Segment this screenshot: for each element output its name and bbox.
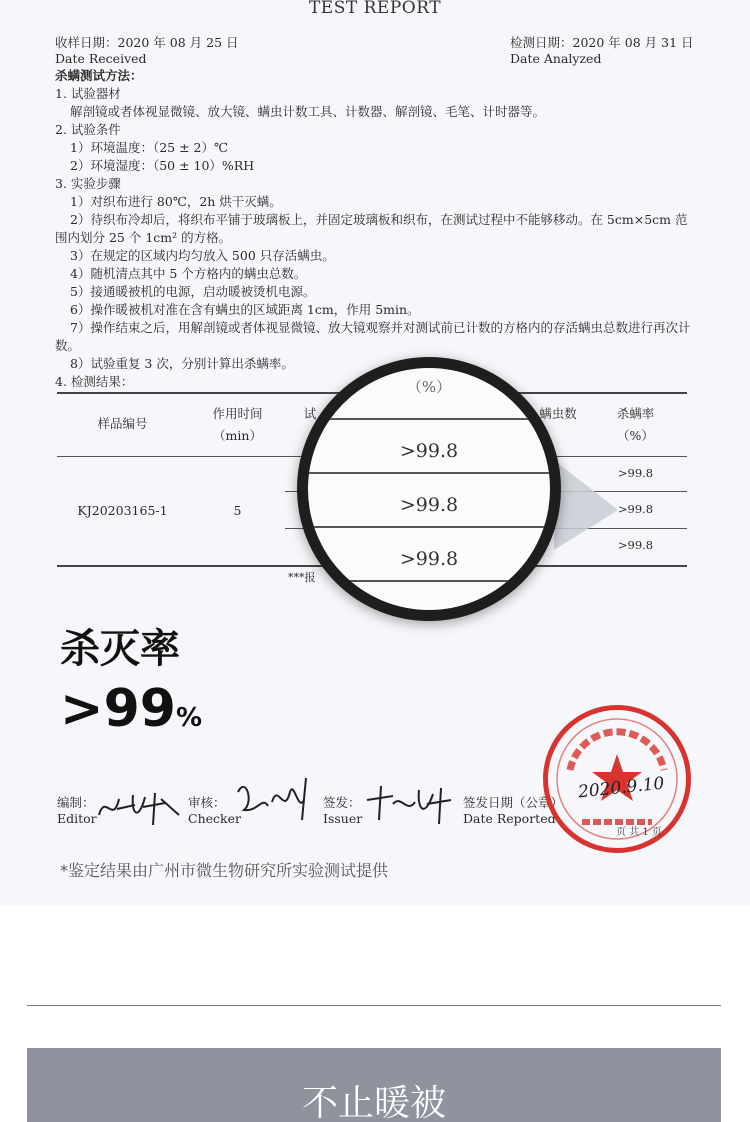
table-footnote: ***报 [288, 571, 316, 584]
lens-rule-3 [308, 526, 550, 528]
lens-value-2: >99.8 [399, 494, 459, 516]
step-6: 6）操作暖被机对准在含有螨虫的区域距离 1cm，作用 5min。 [70, 302, 420, 317]
col-header-rate: 杀螨率 [616, 406, 655, 421]
checker-label-cn: 审核： [188, 795, 226, 810]
col-header-time-unit: （min） [213, 428, 262, 443]
date-analyzed-en: Date Analyzed [510, 51, 602, 66]
kill-rate-value [60, 678, 202, 749]
issuer-label-en: Issuer [323, 811, 363, 826]
issuer-label-cn: 签发： [323, 795, 361, 810]
step-1: 1）对织布进行 80℃，2h 烘干灭螨。 [70, 194, 282, 209]
editor-label-cn: 编制： [57, 795, 95, 810]
checker-signature [232, 772, 322, 827]
lens-header: （%） [406, 378, 452, 396]
action-time: 5 [233, 503, 242, 518]
rate-row-2: >99.8 [617, 502, 654, 516]
rate-row-1: >99.8 [617, 466, 654, 480]
lens-rule-1 [308, 418, 550, 420]
step-3: 3）在规定的区域内均匀放入 500 只存活螨虫。 [70, 248, 335, 263]
col-header-mites: 螨虫数 [539, 406, 577, 421]
step-2: 2）待织布冷却后，将织布平铺于玻璃板上，并固定玻璃板和织布，在测试过程中不能够移动。在 5cm×5cm 范围内划分 25 个 1cm² 的方格。 [55, 212, 688, 245]
lens-value-1: >99.8 [399, 440, 459, 462]
handwritten-report-date: 2020.9.10 [577, 773, 666, 803]
kill-rate-unit: % [175, 703, 202, 733]
kill-rate-number: >99 [60, 679, 176, 739]
lens-value-3: >99.8 [399, 548, 459, 570]
step-7: 7）操作结束之后，用解剖镜或者体视显微镜、放大镜观察并对测试前已计数的方格内的存活螨虫总数进行再次计数。 [55, 320, 691, 353]
section-1-heading: 1. 试验器材 [55, 86, 121, 101]
section-3-heading: 3. 实验步骤 [55, 176, 121, 191]
col-header-time: 作用时间 [212, 406, 263, 421]
lens-rule-4 [308, 580, 550, 582]
col-header-test-partial: 试 [303, 406, 317, 421]
step-5: 5）接通暖被机的电源，启动暖被烫机电源。 [70, 284, 316, 299]
step-8: 8）试验重复 3 次，分别计算出杀螨率。 [70, 356, 294, 371]
date-received-cn: 收样日期：2020 年 08 月 25 日 [55, 35, 239, 50]
sample-id: KJ20203165-1 [77, 503, 168, 518]
disclaimer-text: *鉴定结果由广州市微生物研究所实验测试提供 [60, 861, 389, 880]
editor-label-en: Editor [57, 811, 97, 826]
date-analyzed-cn: 检测日期：2020 年 08 月 31 日 [510, 35, 694, 50]
section-2-temperature: 1）环境温度：（25 ± 2）℃ [70, 140, 228, 155]
date-reported-en: Date Reported [463, 811, 556, 826]
lens-rule-2 [308, 472, 550, 474]
report-title: TEST REPORT [308, 0, 442, 18]
date-reported-cn: 签发日期（公章） [463, 795, 564, 810]
date-received-en: Date Received [55, 51, 147, 66]
section-1-text: 解剖镜或者体视显微镜、放大镜、螨虫计数工具、计数器、解剖镜、毛笔、计时器等。 [70, 104, 546, 119]
page-count: 页 共 1 页 [616, 827, 662, 838]
checker-label-en: Checker [188, 811, 241, 826]
section-2-humidity: 2）环境湿度：（50 ± 10）%RH [70, 158, 255, 173]
method-heading: 杀螨测试方法： [55, 68, 143, 83]
editor-signature [95, 785, 185, 830]
magnifier-lens [297, 357, 561, 621]
footer-banner [27, 1048, 721, 1122]
section-4-heading: 4. 检测结果： [55, 374, 134, 389]
col-header-sample: 样品编号 [97, 416, 148, 431]
issuer-signature [363, 780, 458, 830]
col-header-rate-unit: （%） [617, 428, 654, 443]
section-divider [27, 1005, 721, 1006]
step-4: 4）随机清点其中 5 个方格内的螨虫总数。 [70, 266, 307, 281]
footer-banner-text: 不止暖被 [301, 1083, 446, 1122]
kill-rate-label: 杀灭率 [60, 626, 180, 672]
section-2-heading: 2. 试验条件 [55, 122, 121, 137]
rate-row-3: >99.8 [617, 538, 654, 552]
